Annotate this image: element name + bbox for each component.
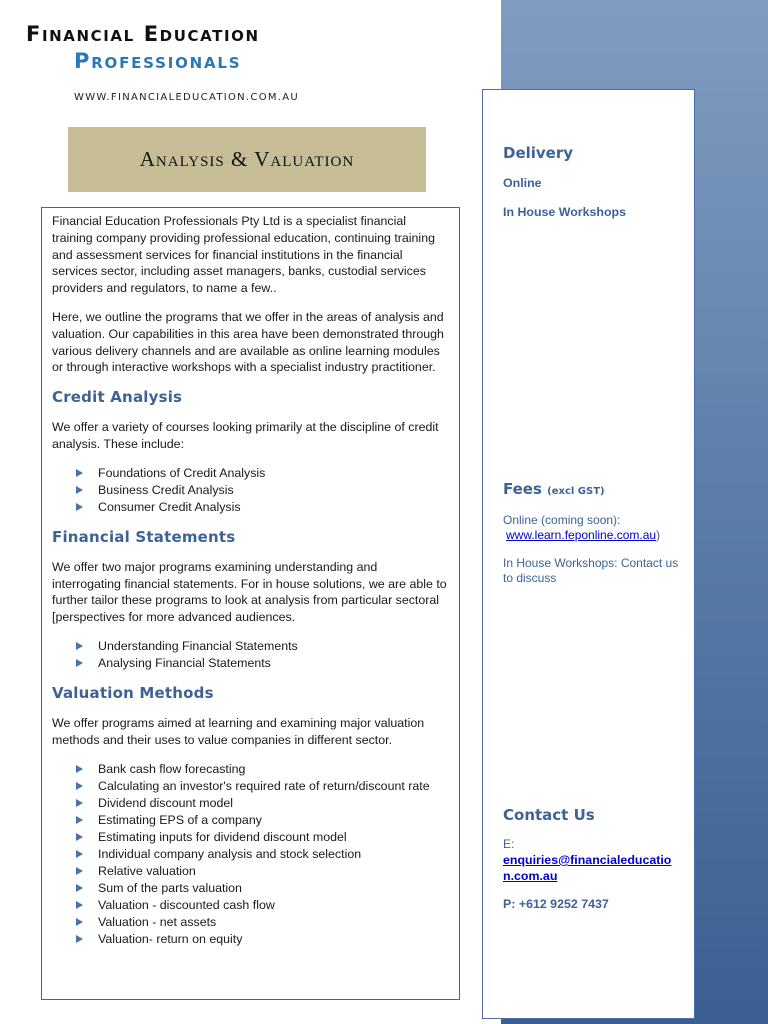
fees-heading: Fees (excl GST) bbox=[503, 480, 605, 498]
valuation-methods-heading: Valuation Methods bbox=[52, 683, 214, 702]
delivery-inhouse: In House Workshops bbox=[503, 205, 627, 219]
bullet-arrow-icon bbox=[76, 659, 83, 667]
bullet-arrow-icon bbox=[76, 884, 83, 892]
fees-section bbox=[503, 480, 683, 586]
valuation-methods-list bbox=[52, 761, 449, 948]
list-item: Sum of the parts valuation bbox=[76, 880, 449, 897]
logo-line1: Financial Education bbox=[26, 22, 260, 46]
logo-line2: Professionals bbox=[74, 49, 242, 73]
bullet-arrow-icon bbox=[76, 486, 83, 494]
bullet-arrow-icon bbox=[76, 901, 83, 909]
delivery-online: Online bbox=[503, 176, 542, 190]
intro-paragraph-1: Financial Education Professionals Pty Ltd is a specialist financial training company providing professional education, continuing training and assessment services for financial institutions in the financial services sector, including asset managers, banks, custodial services providers and regulators, to name a few.. bbox=[52, 214, 435, 296]
sidebar-panel bbox=[482, 89, 695, 1019]
list-item: Foundations of Credit Analysis bbox=[76, 465, 449, 482]
list-item: Valuation - discounted cash flow bbox=[76, 897, 449, 914]
financial-statements-list bbox=[52, 638, 449, 672]
bullet-arrow-icon bbox=[76, 765, 83, 773]
valuation-methods-text: We offer programs aimed at learning and examining major valuation methods and their uses to value companies in different sector. bbox=[52, 715, 425, 747]
page-title: Analysis & Valuation bbox=[139, 147, 355, 171]
list-item: Individual company analysis and stock selection bbox=[76, 846, 449, 863]
bullet-arrow-icon bbox=[76, 816, 83, 824]
list-item: Valuation- return on equity bbox=[76, 931, 449, 948]
credit-analysis-text: We offer a variety of courses looking primarily at the discipline of credit analysis. These include: bbox=[52, 420, 439, 451]
contact-heading: Contact Us bbox=[503, 806, 595, 824]
bullet-arrow-icon bbox=[76, 833, 83, 841]
title-banner bbox=[68, 127, 426, 192]
bullet-arrow-icon bbox=[76, 918, 83, 926]
fees-online: Online (coming soon): bbox=[503, 513, 621, 527]
financial-statements-heading: Financial Statements bbox=[52, 527, 236, 546]
list-item: Analysing Financial Statements bbox=[76, 655, 449, 672]
list-item: Consumer Credit Analysis bbox=[76, 499, 449, 516]
bullet-arrow-icon bbox=[76, 782, 83, 790]
delivery-heading: Delivery bbox=[503, 144, 574, 162]
financial-statements-text: We offer two major programs examining understanding and interrogating financial statements. For in house solutions, we are able to further tailor these programs to look at analysis from particular sectoral [perspectives for more advanced audiences. bbox=[52, 559, 447, 625]
fees-inhouse: In House Workshops: Contact us to discuss bbox=[503, 556, 679, 585]
list-item: Estimating EPS of a company bbox=[76, 812, 449, 829]
credit-analysis-list bbox=[52, 465, 449, 516]
list-item: Calculating an investor's required rate of return/discount rate bbox=[76, 778, 449, 795]
fees-link-line: www.learn.feponline.com.au) bbox=[506, 528, 661, 542]
list-item: Estimating inputs for dividend discount model bbox=[76, 829, 449, 846]
list-item: Bank cash flow forecasting bbox=[76, 761, 449, 778]
bullet-arrow-icon bbox=[76, 850, 83, 858]
list-item: Valuation - net assets bbox=[76, 914, 449, 931]
list-item: Business Credit Analysis bbox=[76, 482, 449, 499]
list-item: Dividend discount model bbox=[76, 795, 449, 812]
main-content-box bbox=[41, 207, 460, 1000]
bullet-arrow-icon bbox=[76, 935, 83, 943]
feponline-link[interactable]: www.learn.feponline.com.au bbox=[506, 528, 657, 542]
contact-phone: P: +612 9252 7437 bbox=[503, 897, 609, 911]
contact-section bbox=[503, 806, 683, 911]
intro-paragraph-2: Here, we outline the programs that we offer in the areas of analysis and valuation. Our capabilities in this area have been demonstrated through various delivery channels and are available as online learning modules or through interactive workshops with a specialist industry practitioner. bbox=[52, 309, 444, 375]
contact-email-link[interactable]: enquiries@financialeducation.com.au bbox=[503, 853, 672, 883]
contact-email-label: E: bbox=[503, 837, 515, 851]
bullet-arrow-icon bbox=[76, 867, 83, 875]
delivery-section bbox=[503, 144, 683, 219]
bullet-arrow-icon bbox=[76, 799, 83, 807]
website-url[interactable]: WWW.FINANCIALEDUCATION.COM.AU bbox=[74, 92, 300, 103]
fees-note: (excl GST) bbox=[547, 486, 605, 497]
list-item: Understanding Financial Statements bbox=[76, 638, 449, 655]
credit-analysis-heading: Credit Analysis bbox=[52, 388, 183, 407]
bullet-arrow-icon bbox=[76, 642, 83, 650]
bullet-arrow-icon bbox=[76, 503, 83, 511]
bullet-arrow-icon bbox=[76, 469, 83, 477]
list-item: Relative valuation bbox=[76, 863, 449, 880]
